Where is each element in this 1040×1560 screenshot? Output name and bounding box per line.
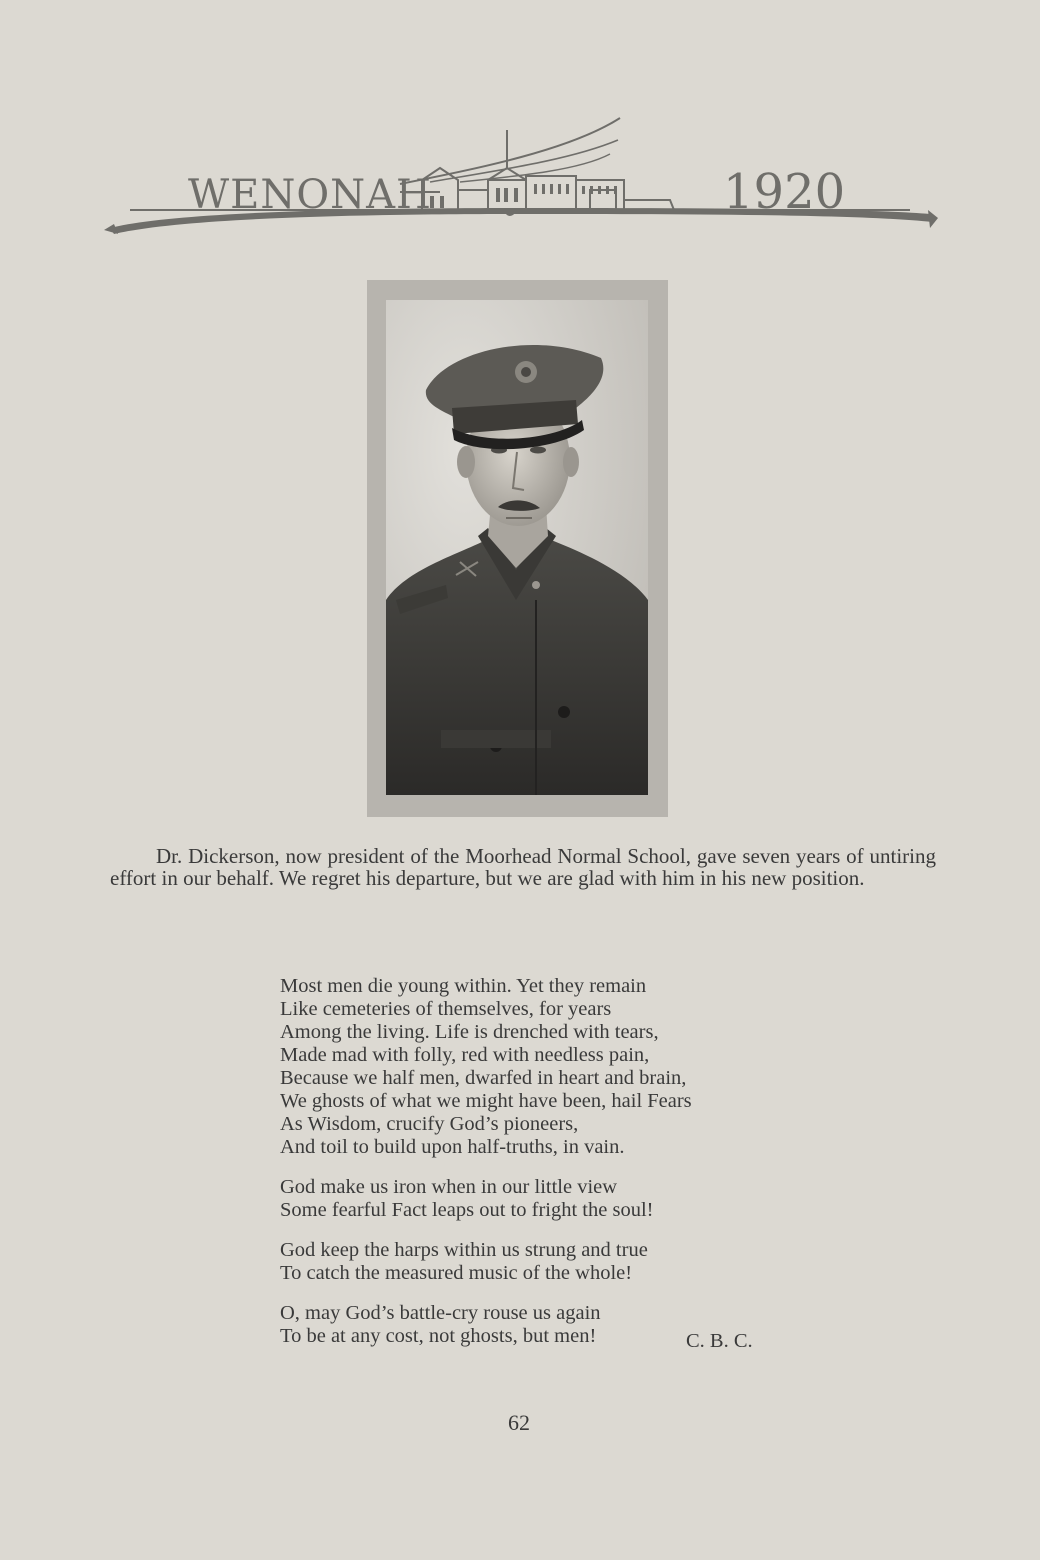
poem-signature: C. B. C.	[686, 1330, 753, 1352]
poem-line: We ghosts of what we might have been, hail Fears	[280, 1090, 692, 1112]
poem	[280, 975, 780, 1365]
poem-line: Some fearful Fact leaps out to fright the soul!	[280, 1199, 654, 1221]
poem-line: Like cemeteries of themselves, for years	[280, 998, 612, 1020]
poem-line: Because we half men, dwarfed in heart and brain,	[280, 1067, 687, 1089]
poem-line: As Wisdom, crucify God’s pioneers,	[280, 1113, 579, 1135]
portrait-photo	[386, 300, 648, 795]
page-number: 62	[508, 1410, 530, 1435]
portrait-caption: Dr. Dickerson, now president of the Moorhead Normal School, gave seven years of untiring effort in our behalf. We regret his departure, but we are glad with him in his new position.	[110, 844, 936, 890]
poem-line: To catch the measured music of the whole!	[280, 1262, 633, 1284]
poem-line: Made mad with folly, red with needless pain,	[280, 1044, 650, 1066]
poem-line: And toil to build upon half-truths, in vain.	[280, 1136, 625, 1158]
poem-stanza	[280, 1176, 780, 1222]
poem-line: God make us iron when in our little view	[280, 1176, 618, 1198]
poem-stanza	[280, 1239, 780, 1285]
poem-stanza	[280, 975, 780, 1159]
poem-line: Most men die young within. Yet they remain	[280, 975, 647, 997]
yearbook-year: 1920	[723, 164, 846, 220]
yearbook-title: WENONAH	[188, 172, 432, 218]
page-header	[100, 110, 940, 245]
poem-line: To be at any cost, not ghosts, but men!	[280, 1325, 597, 1347]
poem-line: Among the living. Life is drenched with tears,	[280, 1021, 659, 1043]
poem-line: God keep the harps within us strung and true	[280, 1239, 648, 1261]
portrait-illustration	[386, 300, 648, 795]
poem-line: O, may God’s battle-cry rouse us again	[280, 1302, 601, 1324]
